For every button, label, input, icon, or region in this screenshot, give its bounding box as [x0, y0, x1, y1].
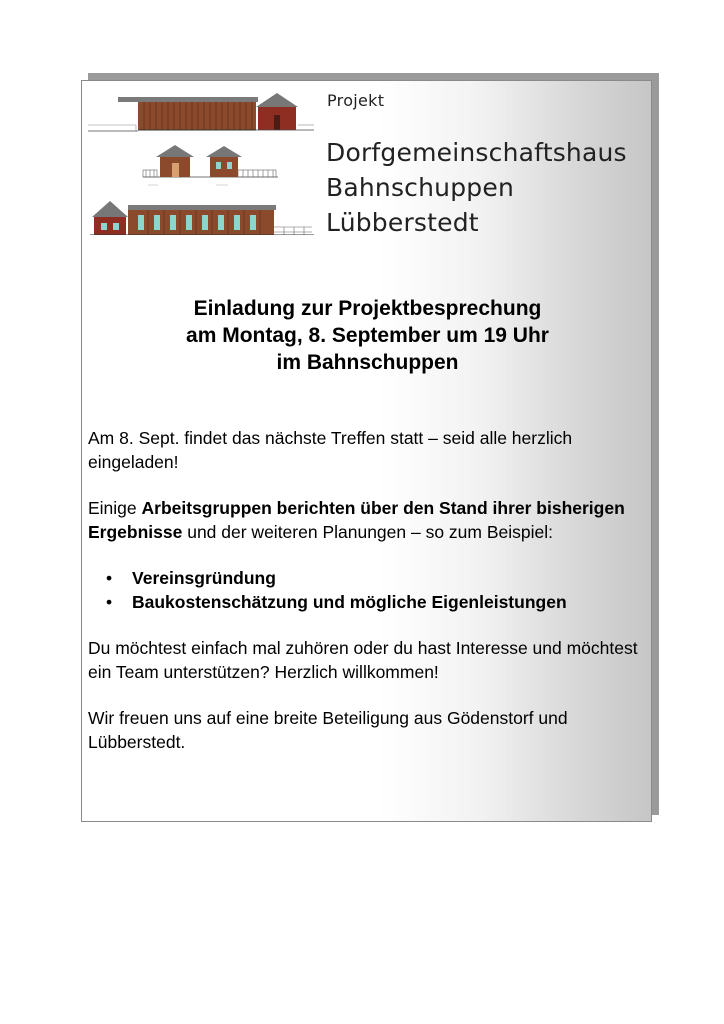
bullet-icon: • — [106, 592, 113, 612]
paragraph-working-groups-pre: Einige — [88, 498, 142, 518]
project-label: Projekt — [327, 91, 385, 110]
list-item-text: Vereinsgründung — [132, 568, 276, 588]
paragraph-meeting-date: Am 8. Sept. findet das nächste Treffen statt – seid alle herzlich eingeladen! — [88, 428, 573, 472]
project-name-line-1: Dorfgemeinschaftshaus — [326, 138, 627, 167]
elevation-bottom — [90, 201, 314, 235]
list-item — [106, 566, 643, 590]
project-name — [326, 135, 627, 240]
list-item-text: Baukostenschätzung und mögliche Eigenleistungen — [132, 592, 567, 612]
elevation-top — [88, 93, 314, 131]
heading-line-1: Einladung zur Projektbesprechung — [193, 297, 542, 320]
building-elevation-drawings — [88, 89, 314, 235]
invitation-heading — [82, 295, 652, 376]
elevation-middle — [143, 145, 278, 185]
topic-list — [88, 566, 643, 614]
heading-line-2: am Montag, 8. September um 19 Uhr — [186, 324, 549, 347]
project-name-line-2: Bahnschuppen — [326, 173, 514, 202]
list-item — [106, 590, 643, 614]
paragraph-working-groups — [88, 496, 643, 544]
paragraph-working-groups-bold: Arbeitsgruppen berichten über den Stand ihrer bisherigen Ergebnisse — [88, 498, 625, 542]
bullet-icon: • — [106, 568, 113, 588]
project-name-line-3: Lübberstedt — [326, 208, 479, 237]
body-text — [88, 426, 643, 754]
heading-line-3: im Bahnschuppen — [276, 351, 459, 374]
paragraph-welcome: Du möchtest einfach mal zuhören oder du hast Interesse und möchtest ein Team unterstützen? Herzlich willkommen! — [88, 638, 638, 682]
paragraph-working-groups-post: und der weiteren Planungen – so zum Beispiel: — [182, 522, 554, 542]
paragraph-participation: Wir freuen uns auf eine breite Beteiligung aus Gödenstorf und Lübberstedt. — [88, 708, 568, 752]
flyer-card — [81, 80, 652, 822]
